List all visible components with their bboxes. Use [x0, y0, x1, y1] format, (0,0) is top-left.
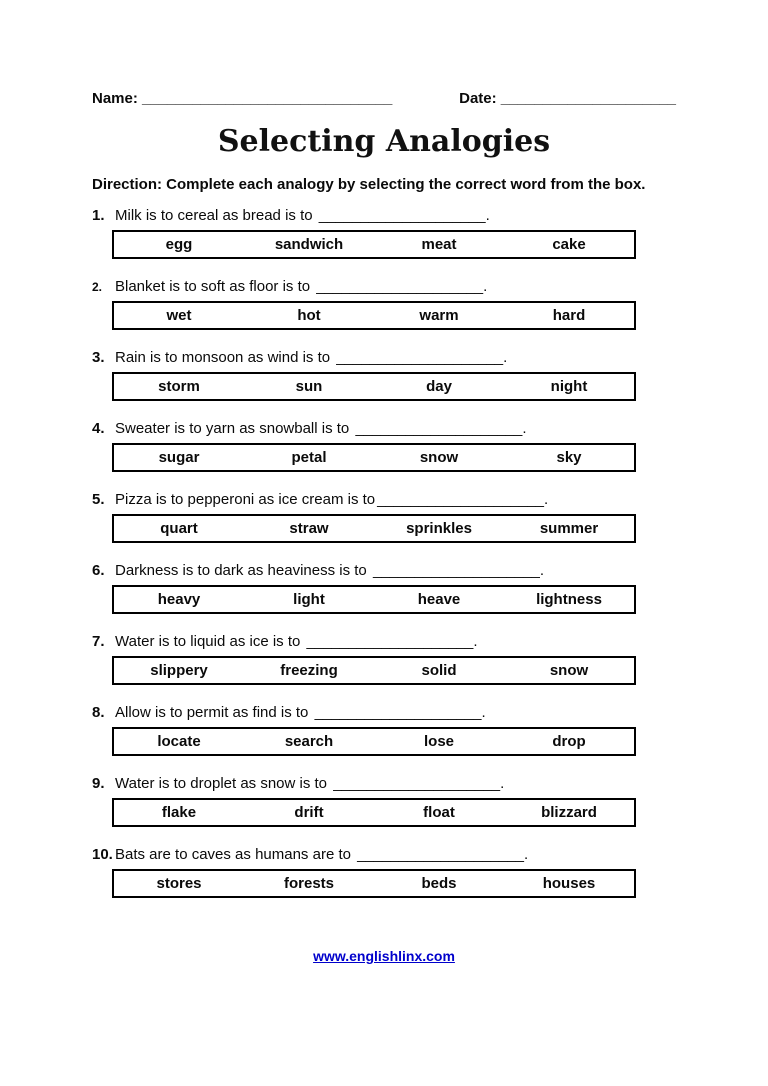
- blank-period: .: [522, 420, 527, 437]
- question-prompt-row: [92, 491, 676, 509]
- question-prompt: Milk is to cereal as bread is to: [115, 207, 317, 224]
- option-word: snow: [549, 662, 589, 679]
- answer-blank-line: ____________________: [355, 420, 523, 437]
- option-word: beds: [421, 875, 457, 892]
- question-prompt-row: [92, 420, 676, 438]
- option-word: wet: [166, 307, 192, 324]
- option-word: summer: [539, 520, 599, 537]
- question-number: 5.: [92, 491, 105, 508]
- question-prompt: Sweater is to yarn as snowball is to: [115, 420, 354, 437]
- answer-blank-line: ____________________: [306, 633, 474, 650]
- question-number: 4.: [92, 420, 105, 437]
- option-word: stores: [156, 875, 202, 892]
- option-word: cake: [552, 236, 586, 253]
- option-word: hot: [297, 307, 321, 324]
- option-word: heavy: [157, 591, 201, 608]
- option-word: locate: [157, 733, 201, 750]
- question-block: [92, 775, 676, 827]
- word-options-box: [112, 372, 636, 401]
- direction-text: Direction: Complete each analogy by selecting the correct word from the box.: [92, 176, 646, 193]
- word-options-box: [112, 798, 636, 827]
- question-prompt: Water is to liquid as ice is to: [115, 633, 305, 650]
- blank-period: .: [543, 491, 549, 508]
- questions-list: [92, 207, 676, 898]
- option-word: sprinkles: [406, 520, 472, 537]
- question-block: [92, 491, 676, 543]
- word-options-box: [112, 514, 636, 543]
- question-number: 3.: [92, 349, 105, 366]
- answer-blank-line: ____________________: [316, 278, 484, 295]
- question-prompt: Water is to droplet as snow is to: [115, 775, 332, 792]
- question-block: [92, 420, 676, 472]
- option-word: houses: [542, 875, 596, 892]
- question-prompt: Darkness is to dark as heaviness is to: [115, 562, 371, 579]
- option-word: blizzard: [541, 804, 597, 821]
- footer: [92, 948, 676, 966]
- option-word: solid: [421, 662, 457, 679]
- option-word: flake: [161, 804, 197, 821]
- option-word: forests: [283, 875, 335, 892]
- date-label: Date:: [459, 90, 497, 107]
- answer-blank-line: ____________________: [357, 846, 524, 863]
- question-prompt: Bats are to caves as humans are to: [115, 846, 356, 863]
- word-options-box: [112, 230, 636, 259]
- option-word: heave: [417, 591, 461, 608]
- answer-blank-line: ____________________: [333, 775, 501, 792]
- date-blank-line: _____________________: [500, 90, 676, 107]
- word-options-box: [112, 656, 636, 685]
- question-number: 1.: [92, 207, 105, 224]
- header-row: [92, 90, 676, 107]
- blank-period: .: [500, 775, 505, 792]
- question-block: [92, 704, 676, 756]
- blank-period: .: [483, 278, 488, 295]
- word-options-box: [112, 443, 636, 472]
- question-prompt-row: [92, 562, 676, 580]
- option-word: straw: [289, 520, 329, 537]
- name-label: Name:: [92, 90, 138, 107]
- option-word: quart: [160, 520, 198, 537]
- option-word: meat: [421, 236, 457, 253]
- question-number: 8.: [92, 704, 105, 721]
- option-word: sky: [556, 449, 582, 466]
- name-field: [92, 90, 392, 107]
- answer-blank-line: ____________________: [377, 491, 544, 508]
- option-word: day: [426, 378, 452, 395]
- question-block: [92, 207, 676, 259]
- question-prompt: Allow is to permit as find is to: [115, 704, 313, 721]
- option-word: night: [550, 378, 588, 395]
- question-number: 9.: [92, 775, 105, 792]
- blank-period: .: [503, 349, 508, 366]
- name-blank-line: ______________________________: [142, 90, 393, 107]
- blank-period: .: [481, 704, 486, 721]
- word-options-box: [112, 585, 636, 614]
- option-word: sandwich: [274, 236, 344, 253]
- option-word: drop: [552, 733, 586, 750]
- question-prompt-row: [92, 704, 676, 722]
- word-options-box: [112, 869, 636, 898]
- question-number: 2.: [92, 280, 103, 294]
- question-block: [92, 562, 676, 614]
- option-word: freezing: [280, 662, 338, 679]
- question-block: [92, 349, 676, 401]
- option-word: warm: [419, 307, 459, 324]
- word-options-box: [112, 301, 636, 330]
- option-word: snow: [419, 449, 459, 466]
- answer-blank-line: ____________________: [314, 704, 482, 721]
- blank-period: .: [539, 562, 544, 579]
- blank-period: .: [523, 846, 529, 863]
- question-prompt-row: [92, 633, 676, 651]
- page-title: Selecting Analogies: [217, 124, 551, 159]
- question-prompt-row: [92, 349, 676, 367]
- question-number: 6.: [92, 562, 105, 579]
- question-block: [92, 278, 676, 330]
- question-prompt: Rain is to monsoon as wind is to: [115, 349, 335, 366]
- option-word: egg: [165, 236, 193, 253]
- question-block: [92, 846, 676, 898]
- question-number: 7.: [92, 633, 105, 650]
- option-word: lose: [423, 733, 454, 750]
- option-word: sun: [295, 378, 323, 395]
- blank-period: .: [473, 633, 478, 650]
- option-word: search: [284, 733, 334, 750]
- option-word: sugar: [158, 449, 200, 466]
- option-word: hard: [552, 307, 586, 324]
- option-word: storm: [158, 378, 200, 395]
- question-number: 10.: [92, 846, 113, 863]
- question-prompt-row: [92, 278, 676, 296]
- answer-blank-line: ____________________: [372, 562, 540, 579]
- question-prompt-row: [92, 775, 676, 793]
- date-field: [459, 90, 676, 107]
- option-word: drift: [294, 804, 324, 821]
- option-word: light: [293, 591, 325, 608]
- option-word: float: [423, 804, 455, 821]
- answer-blank-line: ____________________: [318, 207, 486, 224]
- question-prompt: Pizza is to pepperoni as ice cream is to: [115, 491, 376, 508]
- blank-period: .: [485, 207, 490, 224]
- footer-link[interactable]: www.englishlinx.com: [313, 948, 455, 964]
- option-word: lightness: [536, 591, 602, 608]
- question-prompt-row: [92, 846, 676, 864]
- question-prompt-row: [92, 207, 676, 225]
- answer-blank-line: ____________________: [336, 349, 504, 366]
- question-prompt: Blanket is to soft as floor is to: [115, 278, 315, 295]
- question-block: [92, 633, 676, 685]
- word-options-box: [112, 727, 636, 756]
- option-word: slippery: [150, 662, 208, 679]
- option-word: petal: [291, 449, 327, 466]
